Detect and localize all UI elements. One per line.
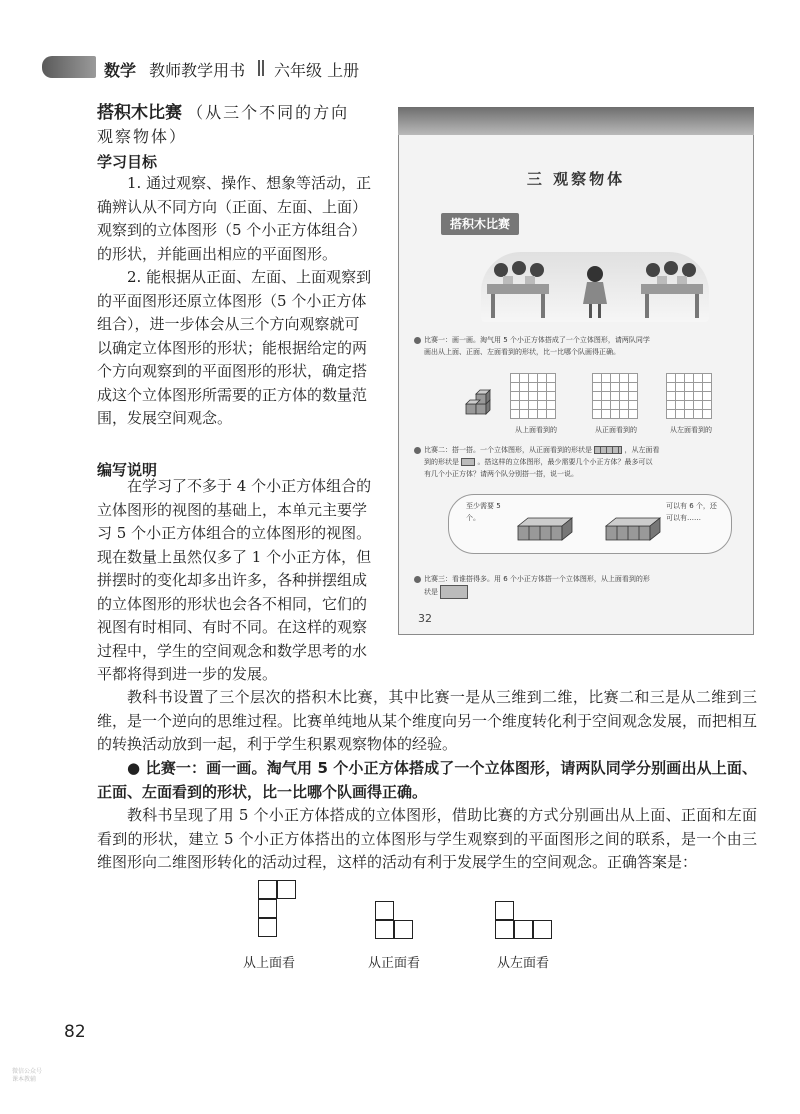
text-line: 拼摆时的变化却多出许多，各种拼摆组成 xyxy=(97,571,368,589)
textbook-page-number: 32 xyxy=(418,612,432,625)
answer-cell xyxy=(277,880,296,899)
answer-cell xyxy=(394,920,413,939)
notes-bullet-contest-1: ● 比赛一：画一画。淘气用 5 个小正方体搭成了一个立体图形，请两队同学分别画出从上面、正面、左面看到的形状，比一比哪个队画得正确。 xyxy=(97,759,757,801)
cube-row-icon xyxy=(604,514,668,544)
lesson-subtitle-a: （从三个不同的方向 xyxy=(187,103,350,122)
text-line: 习 5 个小正方体组合的立体图形的视图。 xyxy=(97,524,372,542)
answer-cell xyxy=(514,920,533,939)
textbook-question-1 xyxy=(424,334,744,358)
inline-shape-icon xyxy=(594,446,622,454)
answer-cell xyxy=(495,920,514,939)
text-line: 比赛一：画一画。淘气用 5 个小正方体搭成了一个立体图形，请两队同学 xyxy=(424,336,650,344)
notes-heading: 编写说明 xyxy=(97,461,158,479)
answer-cell xyxy=(258,880,277,899)
grid-front-view xyxy=(592,373,638,419)
text-line: 有几个小正方体？请两个队分别搭一搭，说一说。 xyxy=(424,470,578,478)
answer-label-left: 从左面看 xyxy=(497,956,550,971)
notes-paragraph-2: 教科书设置了三个层次的搭积木比赛，其中比赛一是从三维到二维，比赛二和三是从二维到三维，是一个逆向的思维过程。比赛单纯地从某个维度向另一个维度转化利于空间观念发展，而把相互的转换活动放到一起，利于学生积累观察物体的经验。 xyxy=(97,688,758,753)
answer-top-view xyxy=(258,880,316,940)
lesson-title-line xyxy=(97,98,387,123)
textbook-question-2 xyxy=(424,444,746,480)
answer-front-view xyxy=(375,901,433,941)
textbook-section-label: 搭积木比赛 xyxy=(441,213,519,235)
answer-cell xyxy=(495,901,514,920)
goals-heading: 学习目标 xyxy=(97,153,158,171)
textbook-question-3 xyxy=(424,573,746,599)
students-illustration-icon xyxy=(481,252,709,322)
answer-cell xyxy=(375,920,394,939)
grid-left-view xyxy=(666,373,712,419)
text-line: 的平面图形还原立体图形（5 个小正方体 xyxy=(97,291,367,310)
text-line: 1. 通过观察、操作、想象等活动，正 xyxy=(127,174,372,192)
textbook-page-header-bar xyxy=(398,107,754,135)
text-line: 围，发展空间观念。 xyxy=(97,409,233,427)
text-line: 画出从上面、正面、左面看到的形状，比一比哪个队画得正确。 xyxy=(424,348,620,356)
text-fragment: ，从左面看 xyxy=(624,446,660,454)
answer-cell xyxy=(375,901,394,920)
answer-cell xyxy=(258,899,277,918)
header-book: 教师教学用书 xyxy=(149,61,246,80)
answer-left-view xyxy=(495,901,565,941)
text-line: 平都将得到进一步的发展。 xyxy=(97,665,278,683)
answer-label-front: 从正面看 xyxy=(368,956,421,971)
text-line: 在学习了不多于 4 个小正方体组合的 xyxy=(127,477,372,495)
answer-cell xyxy=(258,918,277,937)
page-number: 82 xyxy=(64,1022,86,1042)
header-divider xyxy=(258,60,264,76)
text-fragment: 状是 xyxy=(424,588,438,596)
text-line: 的形状，并能画出相应的平面图形。 xyxy=(97,244,338,263)
goals-item-2 xyxy=(97,266,387,431)
text-fragment: 到的形状是 xyxy=(424,458,459,466)
lesson-title: 搭积木比赛 xyxy=(97,103,182,123)
q1-bullet-icon xyxy=(414,337,421,344)
text-line: 视图有时相同、有时不同。在这样的观察 xyxy=(97,618,368,636)
watermark xyxy=(12,1068,42,1084)
grid-top-view xyxy=(510,373,556,419)
notes-paragraph-1 xyxy=(97,475,387,687)
text-line: 个方向观察到的平面图形的形状，确定搭 xyxy=(97,362,368,380)
text-line: 的立体图形的形状也会各不相同，它们的 xyxy=(97,594,368,613)
header xyxy=(104,58,245,81)
inline-shape-icon xyxy=(461,458,475,466)
q2-bullet-icon xyxy=(414,447,421,454)
answer-cell xyxy=(533,920,552,939)
header-grade: 六年级 上册 xyxy=(274,61,360,80)
speech-bubble-left: 至少需要 5个。 xyxy=(466,502,501,522)
cube-structure-icon xyxy=(462,386,502,420)
text-fragment: 。搭这样的立体图形，最少需要几个小正方体？最多可以 xyxy=(477,458,653,466)
text-line: 以确定立体图形的形状；能根据给定的两 xyxy=(97,338,368,357)
text-fragment: 比赛二：搭一搭。一个立体图形，从正面看到的形状是 xyxy=(424,446,592,454)
cube-row-icon xyxy=(516,514,580,544)
q3-bullet-icon xyxy=(414,576,421,583)
textbook-chapter-title: 三 观察物体 xyxy=(526,170,626,188)
text-line: 成这个立体图形所需要的正方体的数量范 xyxy=(97,385,368,404)
header-tab-decoration xyxy=(42,56,96,78)
text-line: 组合），进一步体会从三个方向观察就可 xyxy=(97,315,360,333)
watermark-line: 微信公众号 xyxy=(12,1068,43,1075)
goals-item-1 xyxy=(97,172,387,266)
answer-label-top: 从上面看 xyxy=(243,956,296,971)
text-line: 立体图形的视图的基础上，本单元主要学 xyxy=(97,500,368,519)
speech-bubble-right: 可以有 6 个，还可以有…… xyxy=(666,502,717,522)
grid-label-top: 从上面看到的 xyxy=(515,426,557,434)
text-line: 观察到的立体图形（5 个小正方体组合） xyxy=(97,221,367,239)
grid-label-left: 从左面看到的 xyxy=(670,426,712,434)
text-line: 过程中，学生的空间观念和数学思考的水 xyxy=(97,641,368,660)
grid-label-front: 从正面看到的 xyxy=(595,426,637,434)
notes-paragraph-4: 教科书呈现了用 5 个小正方体搭成的立体图形，借助比赛的方式分别画出从上面、正面和左面看到的形状，建立 5 个小正方体搭出的立体图形与学生观察到的平面图形之间的联系，是一个由三维图形向二维图形转化的活动过程，这样的活动有利于发展学生的空间观念。正确答案是： xyxy=(97,806,757,871)
header-subject: 数学 xyxy=(104,61,137,80)
text-line: 2. 能根据从正面、左面、上面观察到 xyxy=(127,268,372,286)
text-line: 比赛三：看谁搭得多。用 6 个小正方体搭一个立体图形，从上面看到的形 xyxy=(424,575,650,583)
watermark-line: 课本教辅 xyxy=(12,1076,37,1083)
text-line: 确辨认从不同方向（正面、左面、上面） xyxy=(97,197,368,216)
text-line: 现在数量上虽然仅多了 1 个小正方体，但 xyxy=(97,547,372,566)
textbook-illustration-students xyxy=(481,252,709,322)
inline-shape-icon xyxy=(440,585,468,599)
lesson-subtitle-b: 观察物体） xyxy=(97,127,188,146)
